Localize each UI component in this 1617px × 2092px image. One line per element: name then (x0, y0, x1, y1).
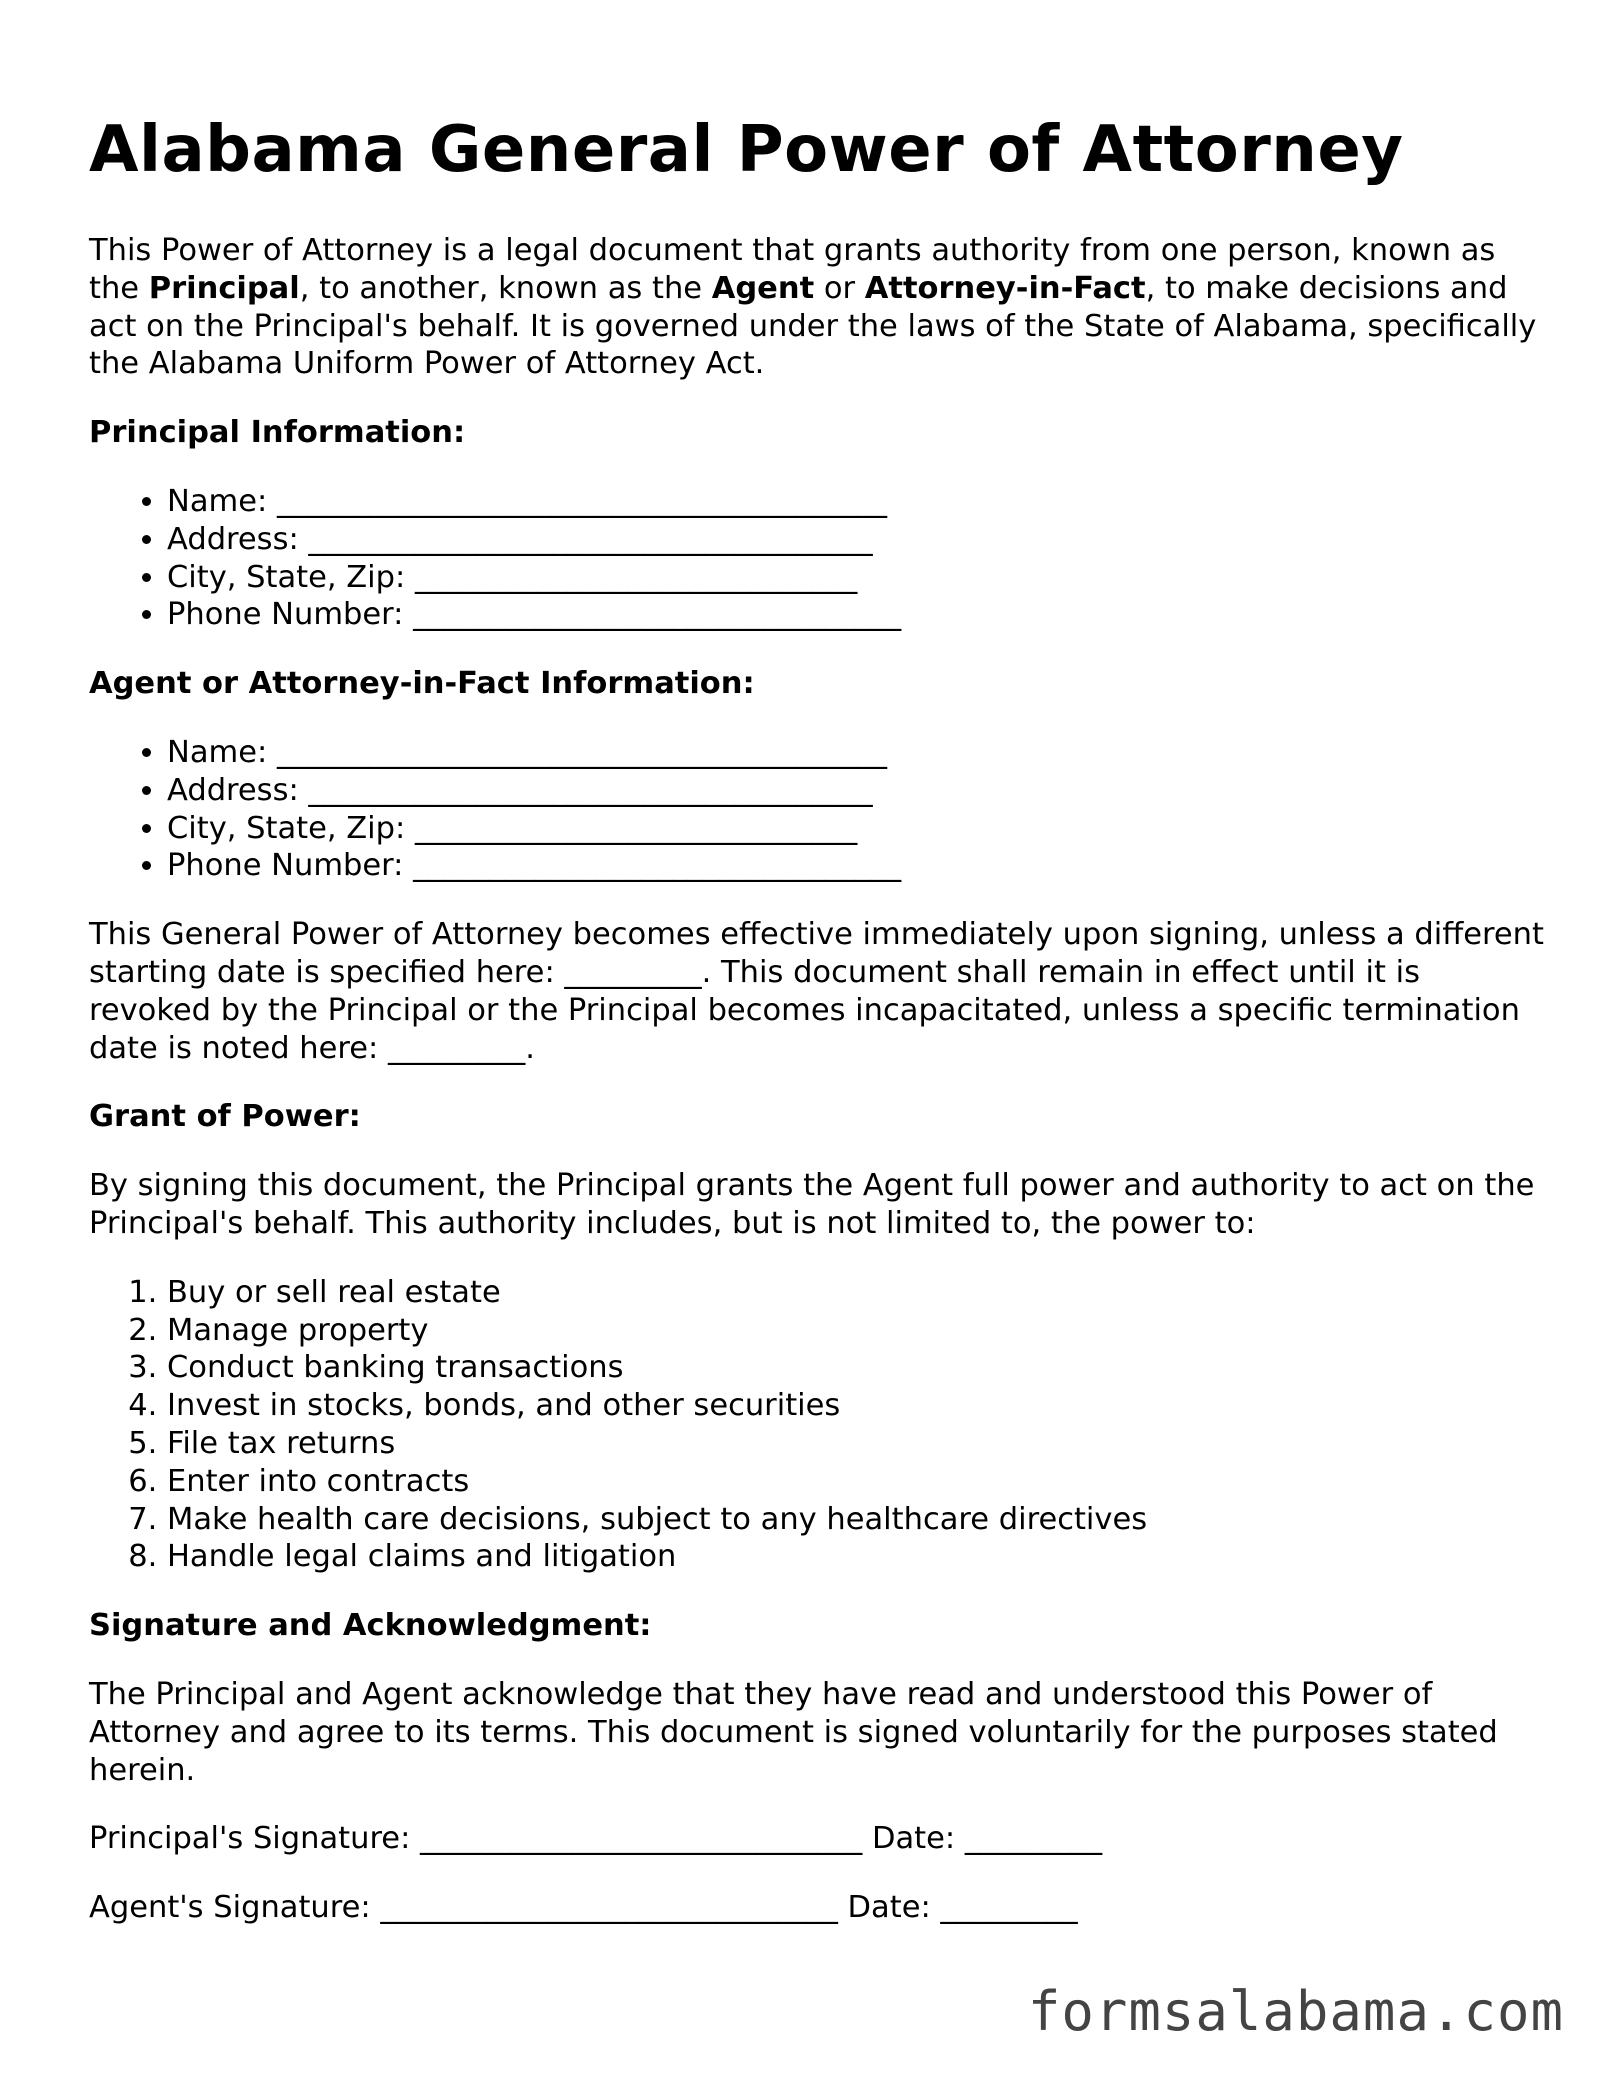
agent-phone-field[interactable]: • Phone Number: ________________________________ (167, 847, 1549, 885)
signature-heading: Signature and Acknowledgment: (89, 1608, 652, 1644)
acknowledgment-paragraph: The Principal and Agent acknowledge that they have read and understood this Power of Attorney and agree to its terms. This document is signed voluntarily for the purposes stated herein. (89, 1676, 1498, 1788)
principal-term: Principal (148, 270, 300, 306)
site-watermark: formsalabama.com (1027, 1980, 1564, 2043)
intro-text-3: or (814, 270, 865, 306)
document-page (89, 110, 1549, 1927)
power-item: 4. Invest in stocks, bonds, and other securities (167, 1387, 1549, 1425)
agent-info-heading: Agent or Attorney-in-Fact Information: (89, 666, 755, 702)
principal-city-state-zip-field[interactable]: • City, State, Zip: _____________________________ (167, 559, 1549, 597)
power-item: 2. Manage property (167, 1312, 1549, 1350)
agent-name-field[interactable]: • Name: ________________________________________ (167, 734, 1549, 772)
agent-info-list (89, 734, 1549, 885)
grant-of-power-heading: Grant of Power: (89, 1099, 361, 1135)
principal-info-list (89, 483, 1549, 634)
principal-phone-field[interactable]: • Phone Number: ________________________________ (167, 596, 1549, 634)
principal-name-field[interactable]: • Name: ________________________________________ (167, 483, 1549, 521)
document-title: Alabama General Power of Attorney (89, 113, 1404, 187)
principal-address-field[interactable]: • Address: _____________________________________ (167, 521, 1549, 559)
power-item: 7. Make health care decisions, subject to any healthcare directives (167, 1501, 1549, 1539)
agent-city-state-zip-field[interactable]: • City, State, Zip: _____________________________ (167, 810, 1549, 848)
agent-address-field[interactable]: • Address: _____________________________________ (167, 772, 1549, 810)
intro-text-2: , to another, known as the (299, 270, 712, 306)
power-item: 8. Handle legal claims and litigation (167, 1538, 1549, 1576)
powers-list (89, 1274, 1549, 1576)
attorney-in-fact-term: Attorney-in-Fact (864, 270, 1146, 306)
agent-signature-line[interactable]: Agent's Signature: ______________________________ Date: _________ (89, 1890, 1078, 1926)
power-item: 6. Enter into contracts (167, 1463, 1549, 1501)
intro-text-1: This Power of Attorney is a legal document that grants authority from one person, known as the (89, 233, 1496, 306)
power-item: 1. Buy or sell real estate (167, 1274, 1549, 1312)
agent-term: Agent (711, 270, 815, 306)
grant-of-power-paragraph: By signing this document, the Principal grants the Agent full power and authority to act on the Principal's behalf. This authority includes, but is not limited to, the power to: (89, 1168, 1535, 1241)
effective-date-paragraph: This General Power of Attorney becomes effective immediately upon signing, unless a different starting date is specified here: _________. This document shall remain in effect until it is revoked by the Principal or the Principal becomes incapacitated, unless a specific termination date is noted here: _________. (89, 917, 1544, 1066)
power-item: 5. File tax returns (167, 1425, 1549, 1463)
principal-info-heading: Principal Information: (89, 415, 466, 451)
principal-signature-line[interactable]: Principal's Signature: _____________________________ Date: _________ (89, 1821, 1103, 1857)
intro-text-4: , to make decisions and act on the Principal's behalf. It is governed under the laws of the State of Alabama, specifically the Alabama Uniform Power of Attorney Act. (89, 270, 1537, 382)
intro-paragraph (89, 232, 1549, 383)
power-item: 3. Conduct banking transactions (167, 1349, 1549, 1387)
